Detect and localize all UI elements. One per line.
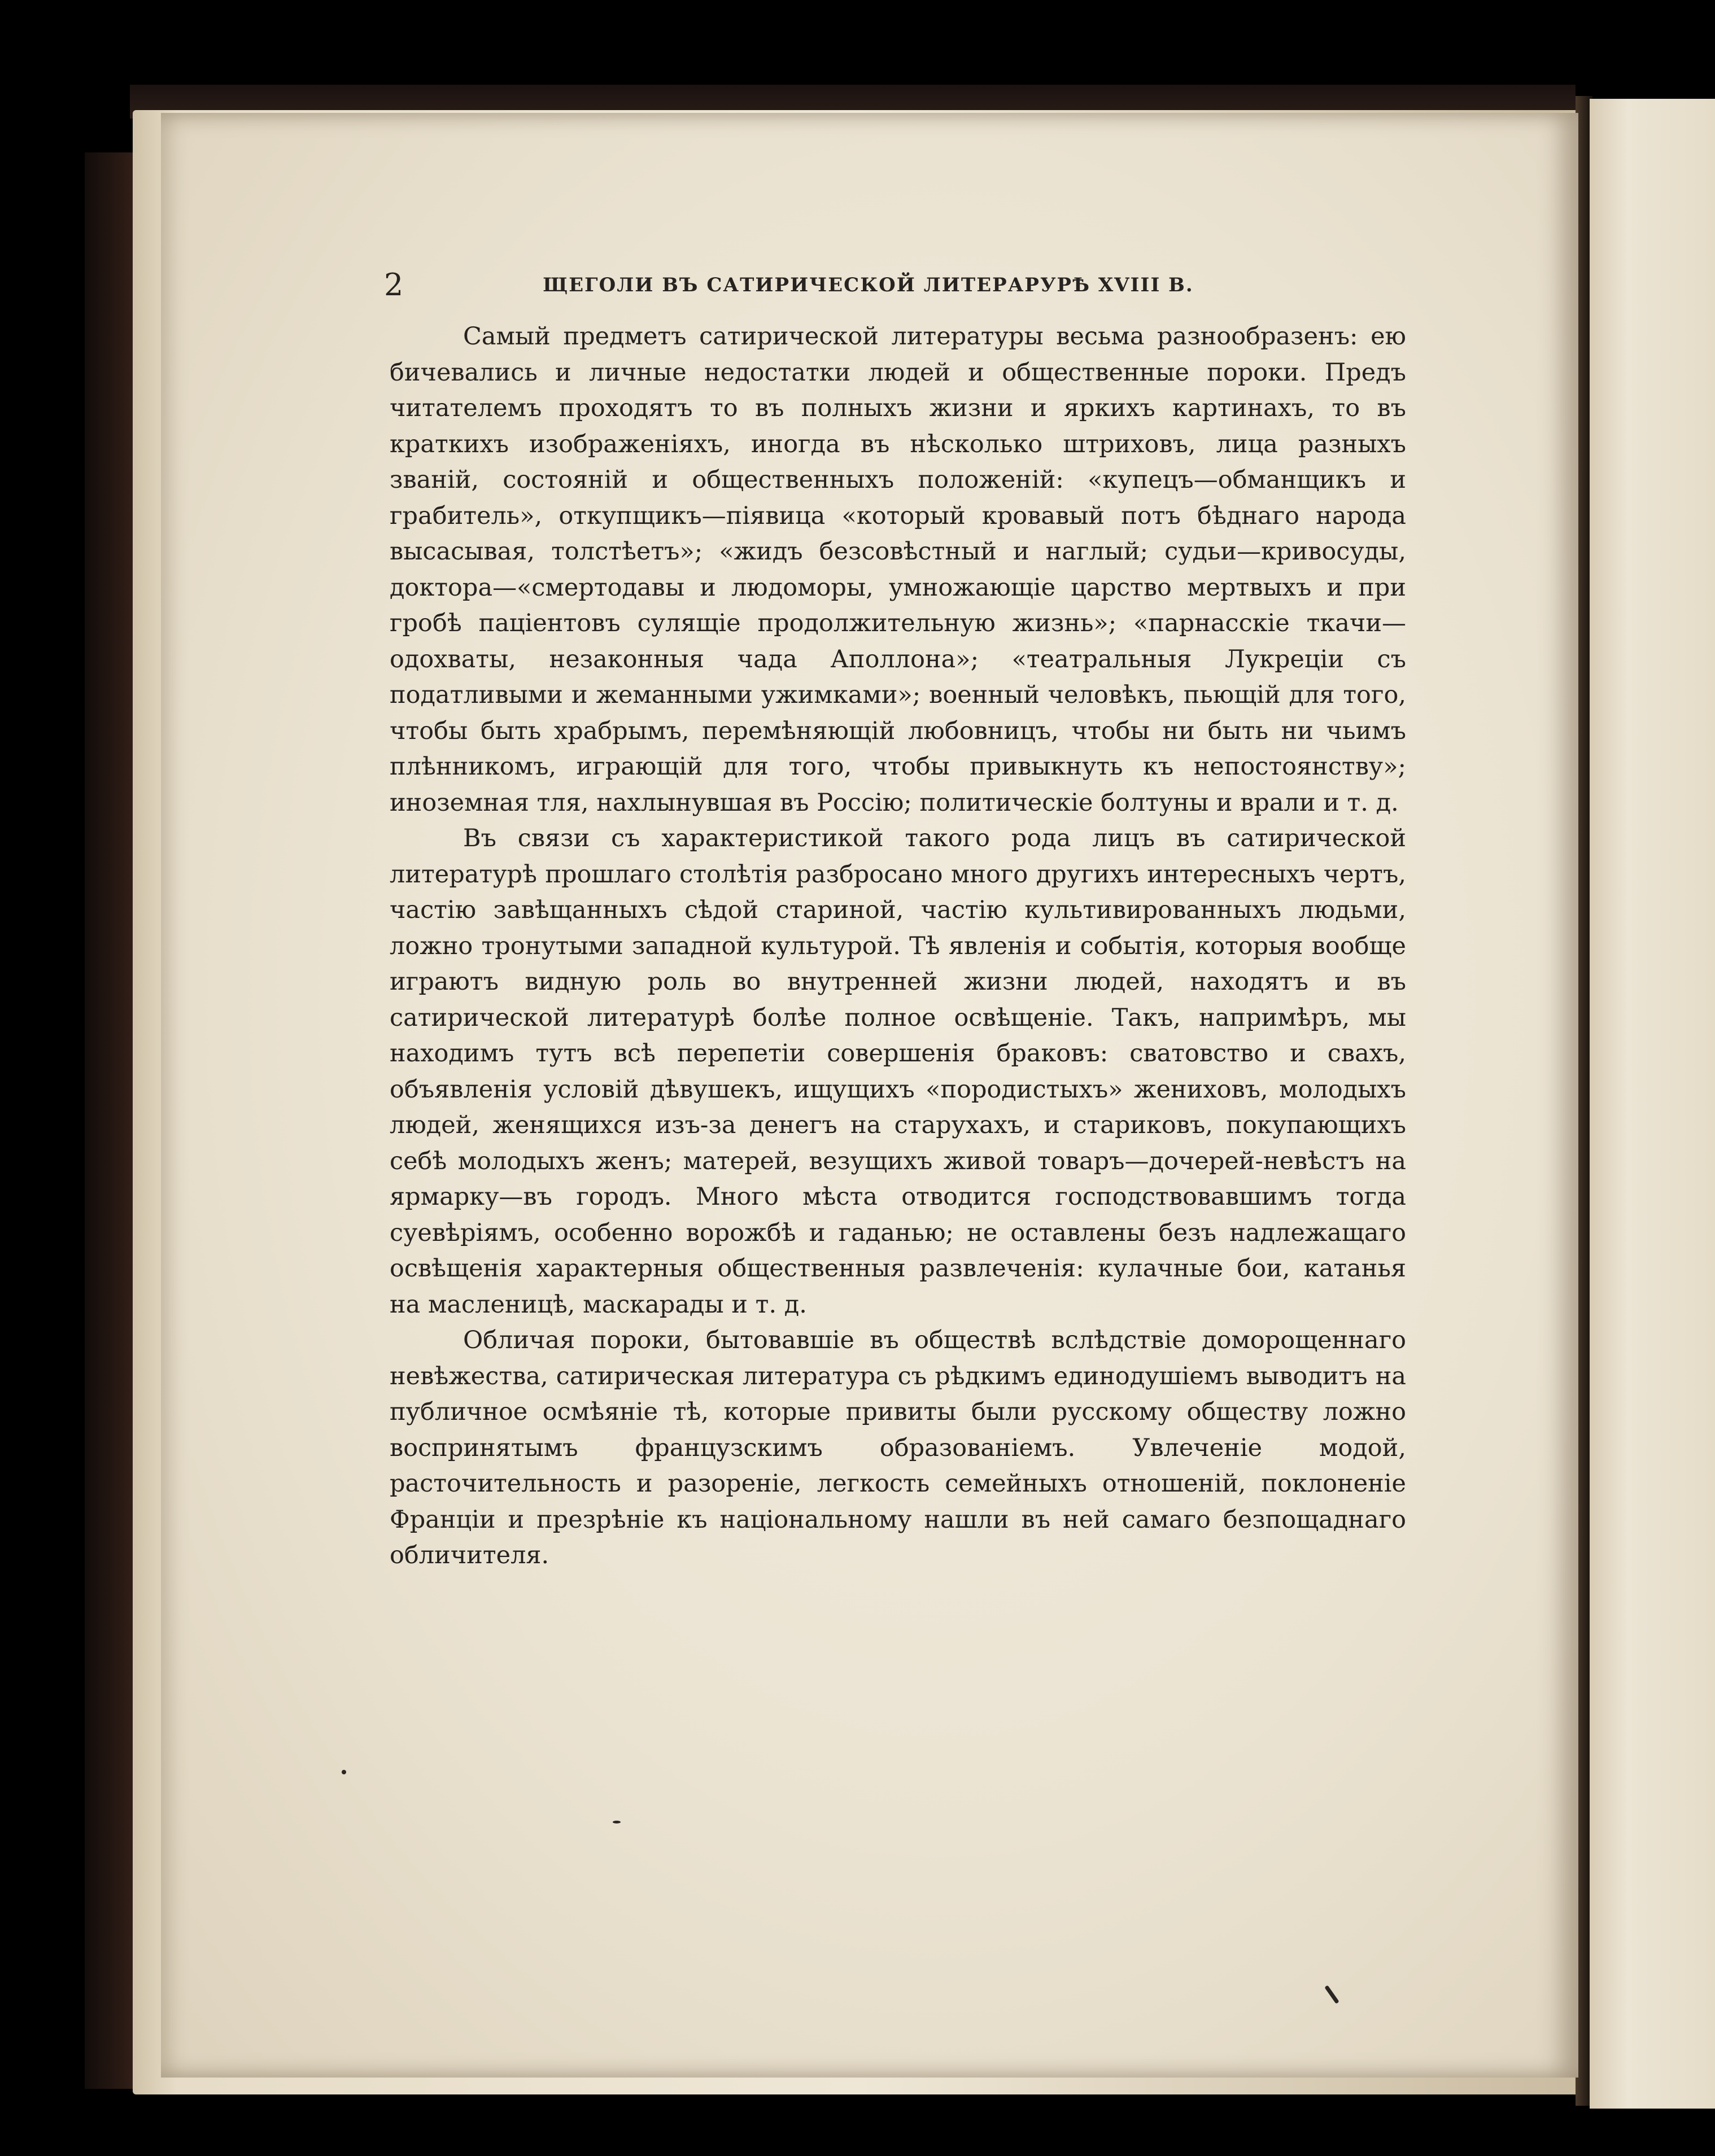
facing-page-edge bbox=[1590, 99, 1715, 2109]
ink-speck bbox=[613, 1821, 621, 1823]
page-header bbox=[384, 265, 1206, 305]
paragraph-3: Обличая пороки, бытовавшіе въ обществѣ вслѣдствіе доморощеннаго невѣжества, сатирическая литература съ рѣдкимъ единодушіемъ выводитъ на публичное осмѣяніе тѣ, которые привиты были русскому обществу ложно воспринятымъ французскимъ образованіемъ. Увлеченіе модой, расточительность и разореніе, легкость семейныхъ отношеній, поклоненіе Франціи и презрѣніе къ національному нашли въ ней самаго безпощаднаго обличителя. bbox=[390, 1326, 1406, 1569]
paragraph-1: Самый предметъ сатирической литературы весьма разнообразенъ: ею бичевались и личные недостатки людей и общественные пороки. Предъ читателемъ проходятъ то въ полныхъ жизни и яркихъ картинахъ, то въ краткихъ изображеніяхъ, иногда въ нѣсколько штриховъ, лица разныхъ званій, состояній и общественныхъ положеній: «купецъ—обманщикъ и грабитель», откупщикъ—піявица «который кровавый потъ бѣднаго народа высасывая, толстѣетъ»; «жидъ безсовѣстный и наглый; судьи—кривосуды, доктора—«смертодавы и людоморы, умножающіе царство мертвыхъ и при гробѣ паціентовъ сулящіе продолжительную жизнь»; «парнасскіе ткачи—одохваты, незаконныя чада Аполлона»; «театральныя Лукреціи съ податливыми и жеманными ужимками»; военный человѣкъ, пьющій для того, чтобы быть храбрымъ, перемѣняющій любовницъ, чтобы ни быть ни чьимъ плѣнникомъ, играющій для того, чтобы привыкнуть къ непостоянству»; иноземная тля, нахлынувшая въ Россію; политическіе болтуны и врали и т. д. bbox=[390, 322, 1406, 817]
paragraph-2: Въ связи съ характеристикой такого рода лицъ въ сатирической литературѣ прошлаго столѣтія разбросано много другихъ интересныхъ чертъ, частію завѣщанныхъ сѣдой стариной, частію культивированныхъ людьми, ложно тронутыми западной культурой. Тѣ явленія и событія, которыя вообще играютъ видную роль во внутренней жизни людей, находятъ и въ сатирической литературѣ болѣе полное освѣщеніе. Такъ, напримѣръ, мы находимъ тутъ всѣ перепетіи совершенія браковъ: сватовство и свахъ, объявленія условій дѣвушекъ, ищущихъ «породистыхъ» жениховъ, молодыхъ людей, женящихся изъ-за денегъ на старухахъ, и стариковъ, покупающихъ себѣ молодыхъ женъ; матерей, везущихъ живой товаръ—дочерей-невѣстъ на ярмарку—въ городъ. Много мѣста отводится господствовавшимъ тогда суевѣріямъ, особенно ворожбѣ и гаданью; не оставлены безъ надлежащаго освѣщенія характерныя общественныя развлеченія: кулачные бои, катанья на масленицѣ, маскарады и т. д. bbox=[390, 824, 1406, 1319]
running-head: ЩЕГОЛИ ВЪ САТИРИЧЕСКОЙ ЛИТЕРАРУРѢ XVIII В. bbox=[543, 274, 1194, 296]
ink-speck bbox=[342, 1770, 346, 1774]
page-number: 2 bbox=[384, 267, 404, 303]
body-text bbox=[390, 319, 1406, 1574]
